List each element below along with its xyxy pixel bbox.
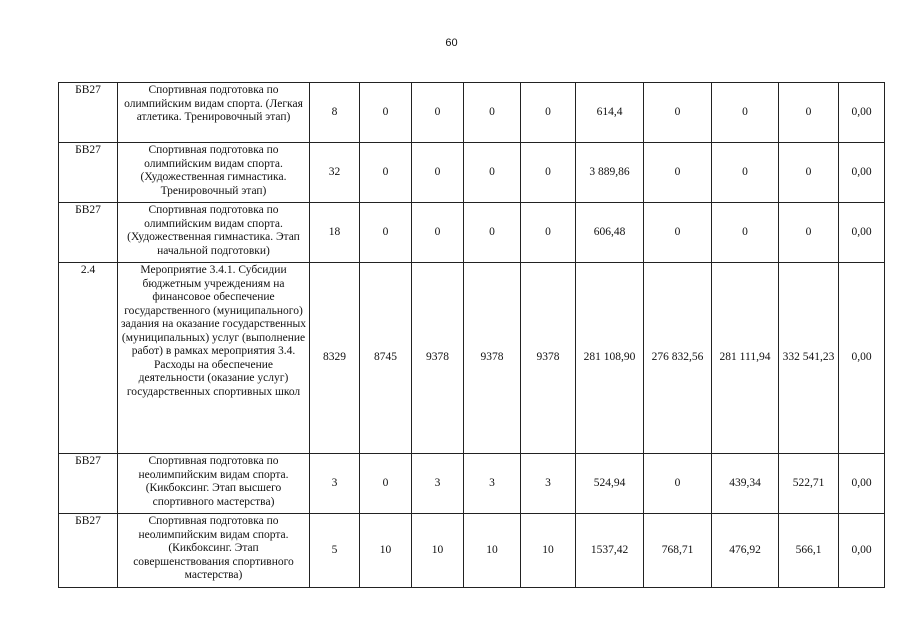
value-cell: 606,48: [576, 203, 644, 263]
value-cell: 439,34: [712, 454, 779, 514]
row-code: БВ27: [59, 454, 118, 514]
row-code: БВ27: [59, 143, 118, 203]
value-cell: 0: [360, 454, 412, 514]
table-row: [59, 514, 885, 588]
table-row: [59, 263, 885, 454]
value-cell: 332 541,23: [779, 263, 839, 454]
value-cell: 768,71: [644, 514, 712, 588]
value-cell: 8: [310, 83, 360, 143]
value-cell: 3: [521, 454, 576, 514]
value-cell: 276 832,56: [644, 263, 712, 454]
value-cell: 281 111,94: [712, 263, 779, 454]
value-cell: 0: [644, 143, 712, 203]
page-number: 60: [445, 37, 458, 49]
value-cell: 524,94: [576, 454, 644, 514]
table-row: [59, 143, 885, 203]
value-cell: 0: [412, 143, 464, 203]
value-cell: 0,00: [839, 143, 885, 203]
value-cell: 0: [779, 143, 839, 203]
value-cell: 10: [412, 514, 464, 588]
value-cell: 0: [521, 143, 576, 203]
value-cell: 0,00: [839, 454, 885, 514]
row-code: 2.4: [59, 263, 118, 454]
value-cell: 0: [360, 143, 412, 203]
value-cell: 8329: [310, 263, 360, 454]
value-cell: 0: [464, 203, 521, 263]
value-cell: 0: [521, 83, 576, 143]
row-name: Спортивная подготовка по олимпийским видам спорта. (Легкая атлетика. Тренировочный этап): [118, 83, 310, 143]
value-cell: 18: [310, 203, 360, 263]
value-cell: 0: [644, 203, 712, 263]
value-cell: 10: [521, 514, 576, 588]
value-cell: 0: [360, 83, 412, 143]
row-name: Спортивная подготовка по олимпийским видам спорта. (Художественная гимнастика. Этап начальной подготовки): [118, 203, 310, 263]
value-cell: 0,00: [839, 514, 885, 588]
value-cell: 10: [360, 514, 412, 588]
value-cell: 9378: [464, 263, 521, 454]
value-cell: 0: [464, 83, 521, 143]
value-cell: 0,00: [839, 203, 885, 263]
value-cell: 614,4: [576, 83, 644, 143]
table-row: [59, 203, 885, 263]
row-name: Спортивная подготовка по неолимпийским видам спорта. (Кикбоксинг. Этап высшего спортивного мастерства): [118, 454, 310, 514]
value-cell: 8745: [360, 263, 412, 454]
value-cell: 522,71: [779, 454, 839, 514]
value-cell: 476,92: [712, 514, 779, 588]
table-row: [59, 454, 885, 514]
value-cell: 0: [644, 83, 712, 143]
value-cell: 0: [464, 143, 521, 203]
value-cell: 0: [779, 203, 839, 263]
value-cell: 0: [412, 83, 464, 143]
row-code: БВ27: [59, 514, 118, 588]
value-cell: 9378: [412, 263, 464, 454]
value-cell: 32: [310, 143, 360, 203]
value-cell: 0: [644, 454, 712, 514]
row-code: БВ27: [59, 83, 118, 143]
value-cell: 0: [712, 143, 779, 203]
value-cell: 3: [412, 454, 464, 514]
value-cell: 0: [360, 203, 412, 263]
value-cell: 1537,42: [576, 514, 644, 588]
value-cell: 0,00: [839, 263, 885, 454]
row-name: Мероприятие 3.4.1. Субсидии бюджетным учреждениям на финансовое обеспечение государственного (муниципального) задания на оказание государственных (муниципальных) услуг (выполнение работ) в рамках мероприятия 3.4. Расходы на обеспечение деятельности (оказание услуг) государственных спортивных школ: [118, 263, 310, 454]
value-cell: 566,1: [779, 514, 839, 588]
value-cell: 0: [712, 203, 779, 263]
value-cell: 3: [464, 454, 521, 514]
value-cell: 0,00: [839, 83, 885, 143]
value-cell: 281 108,90: [576, 263, 644, 454]
row-code: БВ27: [59, 203, 118, 263]
value-cell: 3 889,86: [576, 143, 644, 203]
table-row: [59, 83, 885, 143]
value-cell: 10: [464, 514, 521, 588]
value-cell: 3: [310, 454, 360, 514]
value-cell: 0: [712, 83, 779, 143]
value-cell: 0: [521, 203, 576, 263]
value-cell: 0: [779, 83, 839, 143]
value-cell: 9378: [521, 263, 576, 454]
budget-table: [58, 82, 885, 588]
value-cell: 0: [412, 203, 464, 263]
row-name: Спортивная подготовка по олимпийским видам спорта. (Художественная гимнастика. Тренировочный этап): [118, 143, 310, 203]
row-name: Спортивная подготовка по неолимпийским видам спорта. (Кикбоксинг. Этап совершенствования спортивного мастерства): [118, 514, 310, 588]
value-cell: 5: [310, 514, 360, 588]
